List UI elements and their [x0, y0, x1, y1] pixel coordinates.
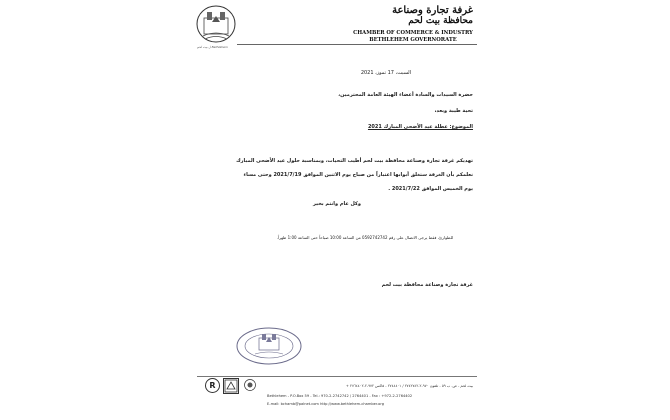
letter-page	[183, 0, 491, 420]
letter-greeting: تحية طيبة وبعد،	[434, 108, 473, 114]
quality-seal-icon	[243, 378, 257, 392]
letter-body-line-3: يوم الخميس الموافق 2021/7/22 .	[388, 186, 473, 192]
emergency-note: للطوارئ، فقط يرجى الاتصال على رقم 0592742742 من الساعة 10:00 صباحاً حتى الساعة 1:00 ظهراً.	[276, 235, 453, 240]
letter-body-line-1: تهديكم غرفة تجارة وصناعة محافظة بيت لحم أطيب التحيات، وبمناسبة حلول عيد الأضحى المبارك	[236, 158, 473, 164]
registered-mark-icon: R	[205, 378, 220, 393]
letter-wishes: وكل عام وانتم بخير	[313, 201, 361, 207]
header-title-ar: غرفة تجارة وصناعة	[392, 5, 473, 16]
header-title-en: CHAMBER OF COMMERCE & INDUSTRY	[353, 30, 473, 36]
header-subtitle-ar: محافظة بيت لحم	[408, 16, 473, 26]
official-stamp-icon	[235, 326, 303, 366]
letter-salutation: حضرة السيدات والسادة أعضاء الهيئة العامة المحترمين،	[338, 92, 473, 98]
header-subtitle-en: BETHLEHEM GOVERNORATE	[369, 37, 457, 43]
header-divider	[237, 44, 477, 45]
letter-subject: الموضوع: عطلة عيد الأضحى المبارك 2021	[367, 124, 473, 130]
letter-body-line-2: نعلمكم بأن الغرفة ستغلق أبوابها اعتباراً من صباح يوم الاثنين الموافق 2021/7/19 وحتى مساء	[243, 172, 473, 178]
footer-address-en: Bethlehem - P.O.Box 59 - Tel.: 970-2-2742742 / 2764401 - Fax : +972-2-2764402	[267, 394, 413, 398]
letter-signature: غرفة تجارة وصناعة محافظة بيت لحم	[381, 282, 473, 288]
chamber-logo-icon	[195, 4, 237, 46]
footer-divider	[197, 376, 477, 377]
logo-caption: ل بيت لحم Bethlehem	[197, 45, 228, 49]
certification-logo-icon	[223, 378, 239, 394]
footer-contact-en: E-mail: bchamb@palnet.com http://www.bethlehem-chamber.org	[267, 402, 385, 406]
letter-date: السبت، 17 تموز، 2021	[360, 70, 411, 76]
footer-address-ar: بيت لحم - ص. ب ٥٩ - تلفون ٩٧٠-٢-٢٧٤٢٧٤٢ / ٢٧٤٤٤٠١ - فاكس ٩٧٢-٢-٢٧٦٤٤٠٢ +	[345, 384, 473, 388]
